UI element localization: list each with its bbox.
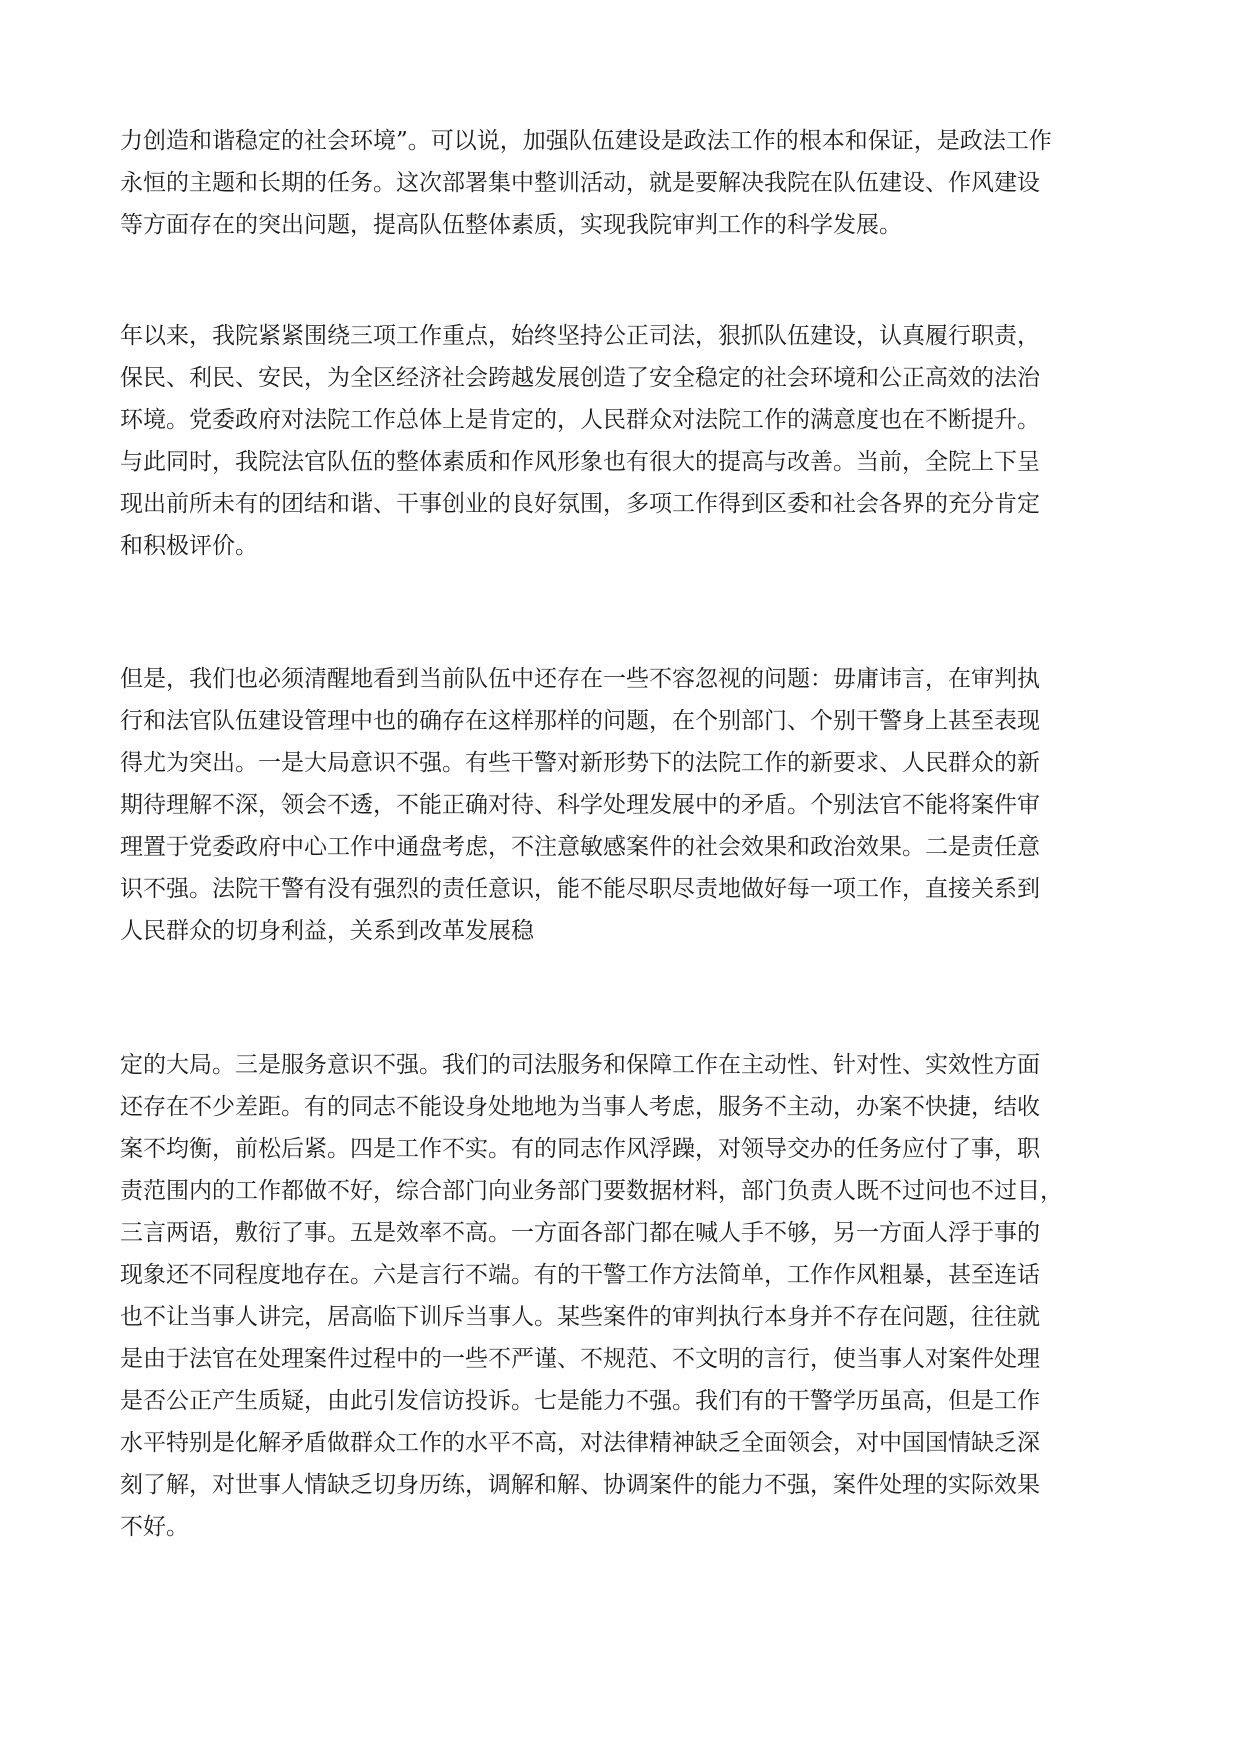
text-line: 与此同时，我院法官队伍的整体素质和作风形象也有很大的提高与改善。当前，全院上下呈 <box>120 449 1040 475</box>
text-line: 保民、利民、安民，为全区经济社会跨越发展创造了安全稳定的社会环境和公正高效的法治 <box>120 365 1040 391</box>
text-line: 也不让当事人讲完，居高临下训斥当事人。某些案件的审判执行本身并不存在问题，往往就 <box>120 1304 1040 1330</box>
paragraph-4 <box>120 1044 1063 1548</box>
text-line: 期待理解不深，领会不透，不能正确对待、科学处理发展中的矛盾。个别法官不能将案件审 <box>120 792 1040 818</box>
text-line: 人民群众的切身利益，关系到改革发展稳 <box>120 918 534 944</box>
text-line: 理置于党委政府中心工作中通盘考虑，不注意敏感案件的社会效果和政治效果。二是责任意 <box>120 834 1040 860</box>
text-line: 环境。党委政府对法院工作总体上是肯定的，人民群众对法院工作的满意度也在不断提升。 <box>120 407 1040 433</box>
text-line: 但是，我们也必须清醒地看到当前队伍中还存在一些不容忽视的问题：毋庸讳言，在审判执 <box>120 666 1040 692</box>
text-line: 水平特别是化解矛盾做群众工作的水平不高，对法律精神缺乏全面领会，对中国国情缺乏深 <box>120 1430 1040 1456</box>
text-line: 得尤为突出。一是大局意识不强。有些干警对新形势下的法院工作的新要求、人民群众的新 <box>120 750 1040 776</box>
text-line: 现出前所未有的团结和谐、干事创业的良好氛围，多项工作得到区委和社会各界的充分肯定 <box>120 491 1040 517</box>
text-line: 案不均衡，前松后紧。四是工作不实。有的同志作风浮躁，对领导交办的任务应付了事，职 <box>120 1136 1040 1162</box>
text-line: 定的大局。三是服务意识不强。我们的司法服务和保障工作在主动性、针对性、实效性方面 <box>120 1052 1040 1078</box>
text-line: 识不强。法院干警有没有强烈的责任意识，能不能尽职尽责地做好每一项工作，直接关系到 <box>120 876 1040 902</box>
text-line: 和积极评价。 <box>120 533 258 559</box>
text-line: 三言两语，敷衍了事。五是效率不高。一方面各部门都在喊人手不够，另一方面人浮于事的 <box>120 1220 1040 1246</box>
text-line: 行和法官队伍建设管理中也的确存在这样那样的问题，在个别部门、个别干警身上甚至表现 <box>120 708 1040 734</box>
text-line: 年以来，我院紧紧围绕三项工作重点，始终坚持公正司法，狠抓队伍建设，认真履行职责， <box>120 323 1040 349</box>
paragraph-3 <box>120 658 1040 952</box>
text-line: 力创造和谐稳定的社会环境”。可以说，加强队伍建设是政法工作的根本和保证，是政法工作 <box>120 128 1052 154</box>
text-line: 现象还不同程度地存在。六是言行不端。有的干警工作方法简单，工作作风粗暴，甚至连话 <box>120 1262 1040 1288</box>
paragraph-1 <box>120 120 1052 246</box>
text-line: 刻了解，对世事人情缺乏切身历练，调解和解、协调案件的能力不强，案件处理的实际效果 <box>120 1472 1040 1498</box>
text-line: 是否公正产生质疑，由此引发信访投诉。七是能力不强。我们有的干警学历虽高，但是工作 <box>120 1388 1040 1414</box>
text-line: 责范围内的工作都做不好，综合部门向业务部门要数据材料，部门负责人既不过问也不过目， <box>120 1178 1063 1204</box>
text-line: 是由于法官在处理案件过程中的一些不严谨、不规范、不文明的言行，使当事人对案件处理 <box>120 1346 1040 1372</box>
text-line: 不好。 <box>120 1514 189 1540</box>
paragraph-2 <box>120 315 1040 567</box>
text-line: 永恒的主题和长期的任务。这次部署集中整训活动，就是要解决我院在队伍建设、作风建设 <box>120 170 1040 196</box>
text-line: 等方面存在的突出问题，提高队伍整体素质，实现我院审判工作的科学发展。 <box>120 212 902 238</box>
text-line: 还存在不少差距。有的同志不能设身处地地为当事人考虑，服务不主动，办案不快捷，结收 <box>120 1094 1040 1120</box>
